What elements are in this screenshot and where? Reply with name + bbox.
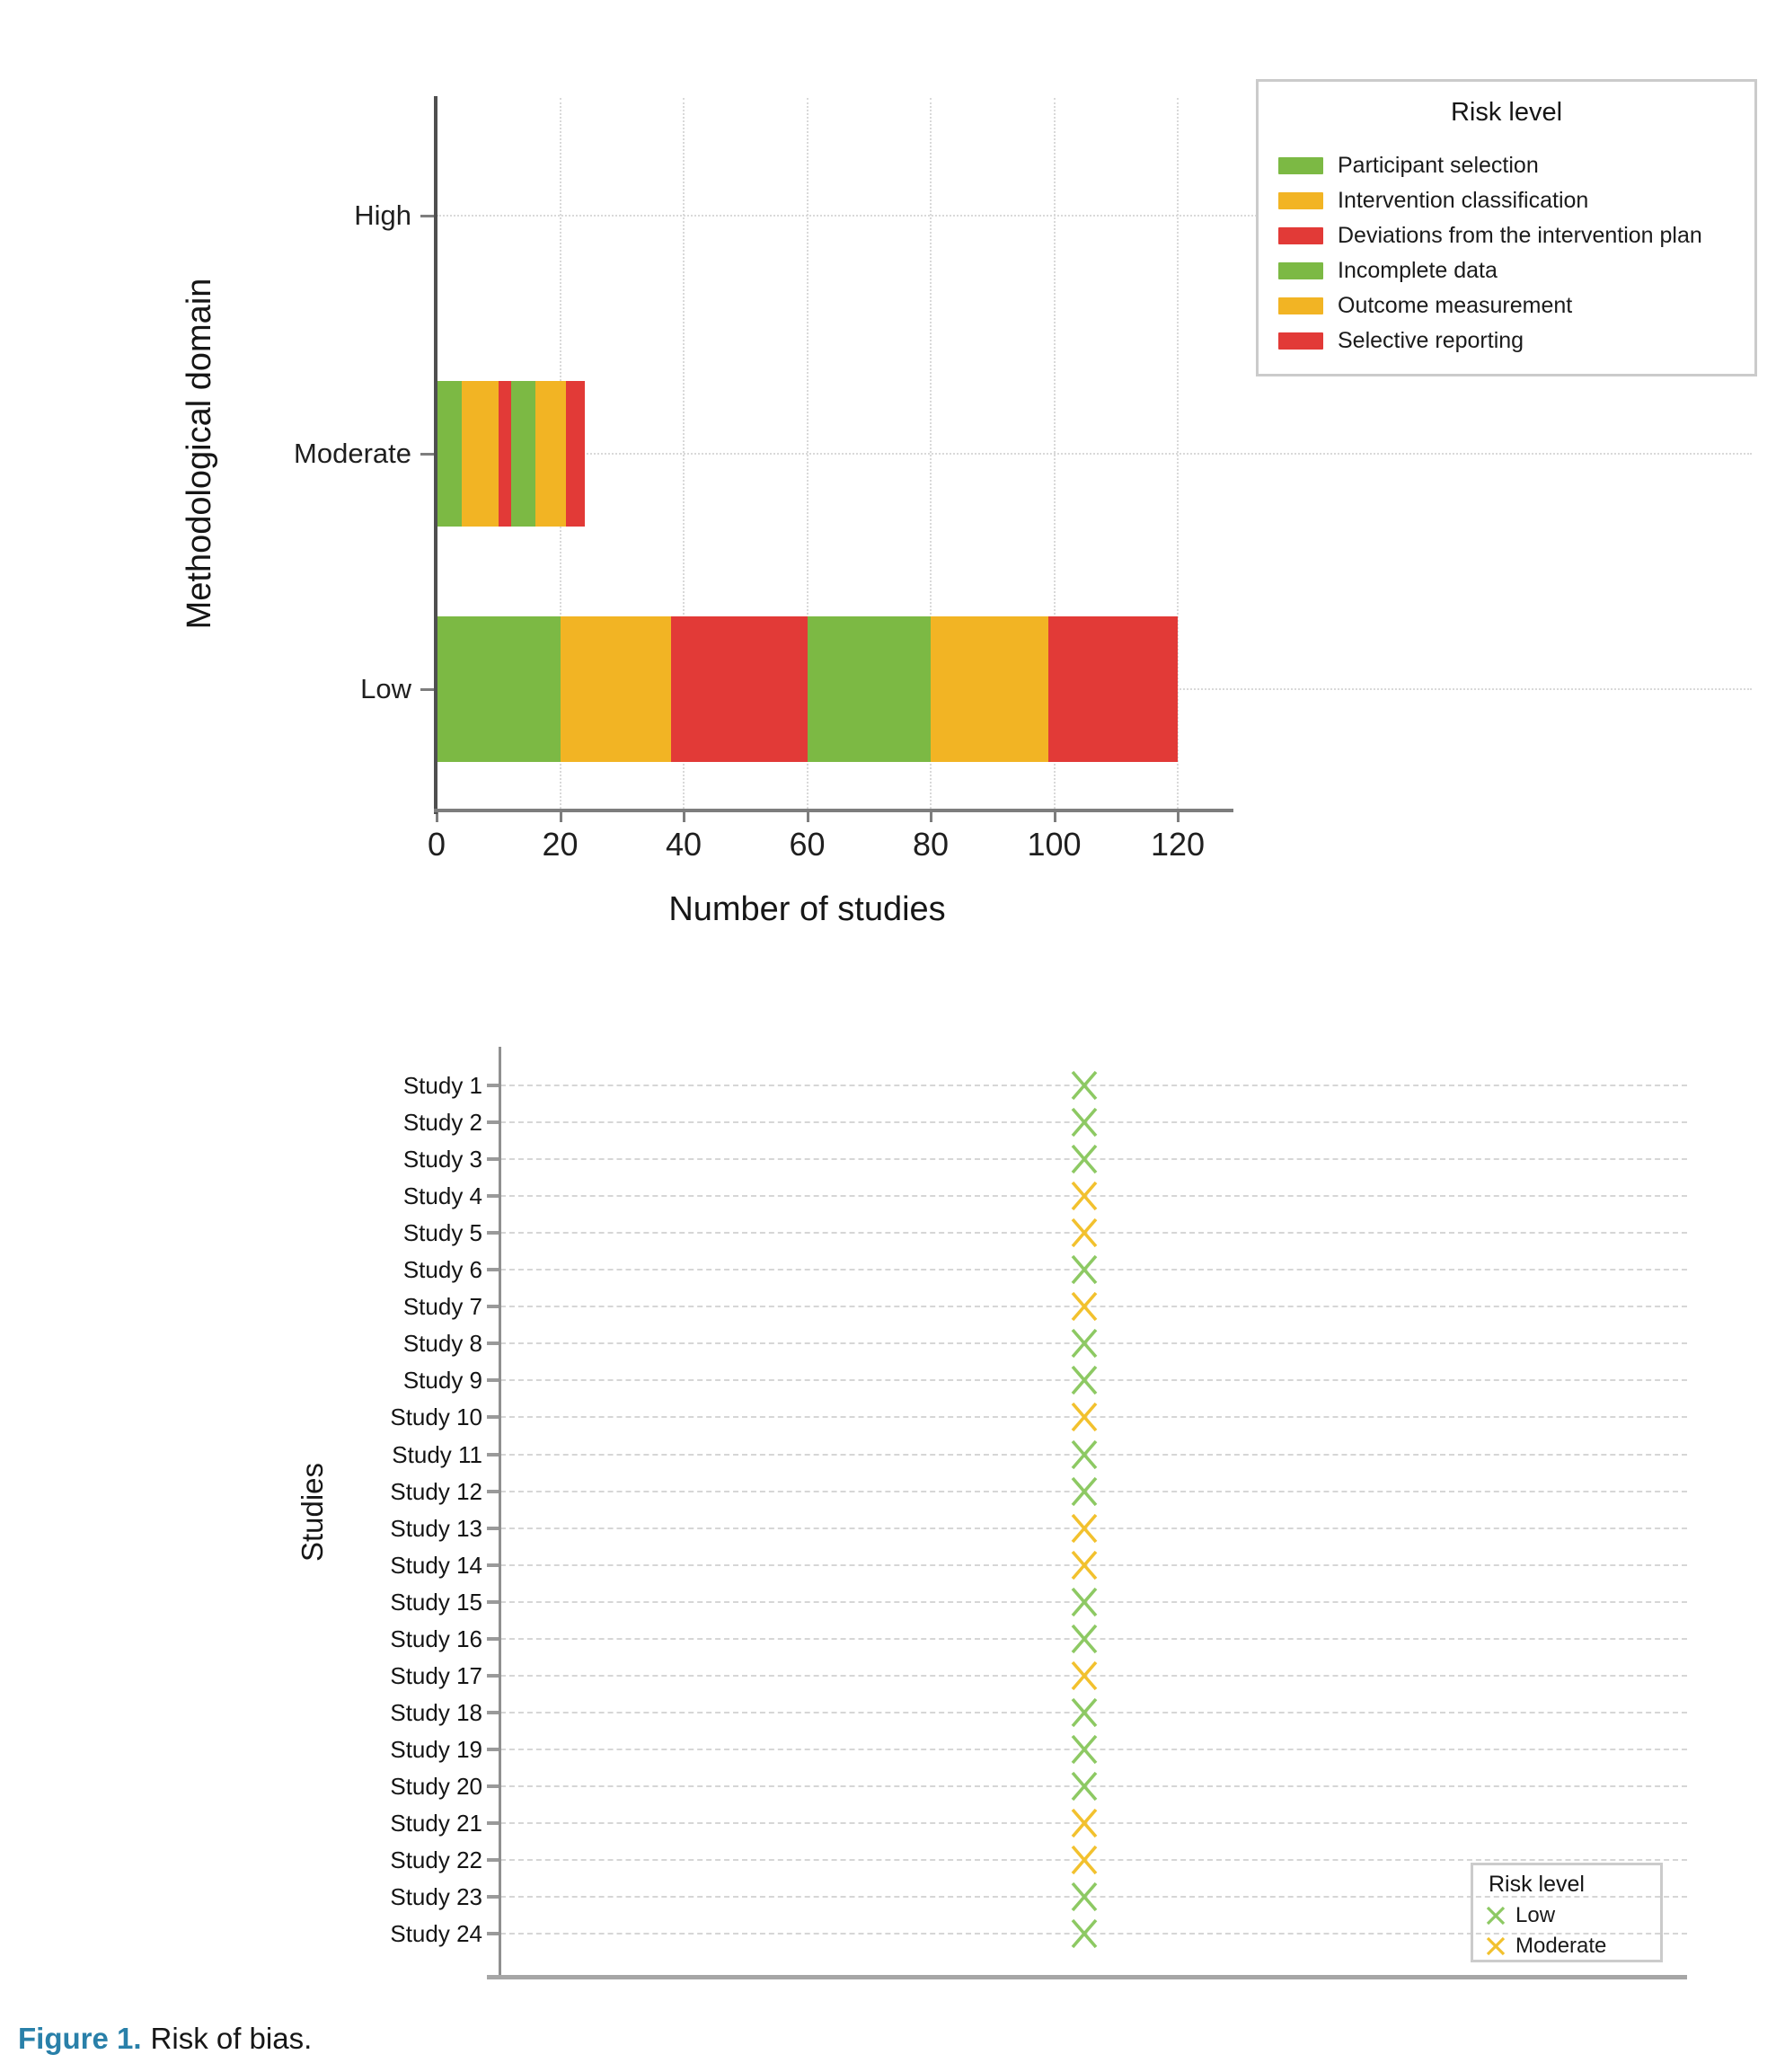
legend-entry xyxy=(1278,294,1572,317)
x-marker-icon xyxy=(1069,1327,1100,1359)
study-label: Study 23 xyxy=(390,1883,482,1910)
chart2-legend xyxy=(1471,1863,1663,1962)
legend-swatch xyxy=(1278,192,1323,209)
bar-segment xyxy=(437,616,561,762)
chart1-category-label: Moderate xyxy=(294,438,411,469)
legend-entry-label: Participant selection xyxy=(1338,152,1539,178)
study-label: Study 5 xyxy=(402,1219,482,1246)
study-risk-marker xyxy=(1069,1475,1100,1508)
study-risk-marker xyxy=(1069,1917,1100,1950)
study-label: Study 15 xyxy=(390,1589,482,1616)
legend-entry xyxy=(1278,259,1498,282)
chart1-y-tick xyxy=(420,688,434,691)
study-label: Study 10 xyxy=(390,1403,482,1430)
x-marker-icon xyxy=(1069,1844,1100,1876)
study-risk-marker xyxy=(1069,1733,1100,1766)
chart1-gridline-horizontal xyxy=(437,453,1752,455)
x-marker-icon xyxy=(1069,1696,1100,1729)
chart1-x-tick-label: 20 xyxy=(542,826,579,863)
legend-entry xyxy=(1278,224,1702,247)
x-marker-icon xyxy=(1069,1917,1100,1950)
study-risk-marker xyxy=(1069,1327,1100,1359)
study-label: Study 18 xyxy=(390,1699,482,1726)
study-label: Study 17 xyxy=(390,1662,482,1689)
x-marker-icon xyxy=(1069,1881,1100,1913)
x-marker-icon xyxy=(1069,1733,1100,1766)
x-marker-icon xyxy=(1069,1364,1100,1396)
chart1-y-axis-line xyxy=(434,96,437,814)
study-label: Study 6 xyxy=(402,1256,482,1283)
study-risk-marker xyxy=(1069,1364,1100,1396)
chart1-x-axis-line xyxy=(434,809,1233,812)
chart1-x-tick-label: 80 xyxy=(912,826,950,863)
study-risk-marker xyxy=(1069,1069,1100,1102)
study-label: Study 11 xyxy=(392,1441,482,1468)
chart1-x-tick-label: 100 xyxy=(1027,826,1082,863)
x-marker-icon xyxy=(1069,1401,1100,1433)
x-marker-icon xyxy=(1069,1586,1100,1618)
bar-segment xyxy=(462,381,499,527)
chart2-y-tick xyxy=(487,1932,499,1935)
legend-entry-label: Low xyxy=(1515,1903,1556,1927)
chart2-y-tick xyxy=(487,1231,499,1235)
study-risk-marker xyxy=(1069,1439,1100,1471)
figure-caption xyxy=(18,2022,312,2056)
study-risk-marker xyxy=(1069,1770,1100,1802)
study-label: Study 12 xyxy=(390,1478,482,1505)
study-label: Study 8 xyxy=(402,1330,482,1357)
study-risk-marker xyxy=(1069,1180,1100,1212)
study-risk-marker xyxy=(1069,1253,1100,1286)
chart2-y-tick xyxy=(487,1341,499,1345)
x-marker-icon xyxy=(1069,1069,1100,1102)
study-label: Study 20 xyxy=(390,1773,482,1800)
chart2-y-tick xyxy=(487,1453,499,1457)
chart1-y-axis-title: Methodological domain xyxy=(181,278,218,630)
bar-segment xyxy=(437,381,462,527)
study-label: Study 13 xyxy=(390,1515,482,1542)
chart2-y-tick xyxy=(487,1858,499,1862)
chart2-y-tick xyxy=(487,1895,499,1899)
chart2-x-axis-line xyxy=(487,1975,1687,1979)
chart2-y-axis-line xyxy=(499,1047,501,1978)
bar-segment xyxy=(931,616,1048,762)
chart2-y-tick xyxy=(487,1637,499,1641)
legend-entry-label: Selective reporting xyxy=(1338,327,1524,353)
chart1-x-axis-title: Number of studies xyxy=(668,890,946,928)
x-marker-icon xyxy=(1069,1475,1100,1508)
chart2-y-tick xyxy=(487,1378,499,1382)
legend-entry-label: Outcome measurement xyxy=(1338,292,1573,318)
bar-segment xyxy=(566,381,585,527)
chart1-category-label: Low xyxy=(360,673,411,704)
study-label: Study 2 xyxy=(402,1109,482,1136)
chart2-y-tick xyxy=(487,1120,499,1124)
legend-swatch xyxy=(1278,332,1323,350)
bar-segment xyxy=(511,381,536,527)
study-risk-marker xyxy=(1069,1586,1100,1618)
chart2-y-tick xyxy=(487,1600,499,1604)
study-label: Study 16 xyxy=(390,1625,482,1652)
x-marker-icon xyxy=(1069,1143,1100,1175)
x-marker-icon xyxy=(1069,1512,1100,1545)
study-risk-marker xyxy=(1069,1881,1100,1913)
study-risk-marker xyxy=(1069,1512,1100,1545)
legend-swatch xyxy=(1278,262,1323,279)
legend-entry-label: Incomplete data xyxy=(1338,257,1498,283)
study-risk-marker xyxy=(1069,1696,1100,1729)
study-risk-marker xyxy=(1069,1143,1100,1175)
study-label: Study 9 xyxy=(402,1367,482,1394)
chart1-x-tick-label: 60 xyxy=(789,826,826,863)
study-label: Study 3 xyxy=(402,1146,482,1173)
legend-swatch xyxy=(1278,157,1323,174)
legend-entry xyxy=(1278,189,1588,212)
chart2-y-tick xyxy=(487,1674,499,1678)
x-marker-icon xyxy=(1069,1106,1100,1138)
study-risk-marker xyxy=(1069,1217,1100,1249)
chart2-legend-title: Risk level xyxy=(1489,1872,1585,1897)
legend-entry xyxy=(1278,329,1524,352)
chart1-x-tick-label: 120 xyxy=(1150,826,1206,863)
chart1-x-tick-label: 40 xyxy=(665,826,702,863)
chart2-y-tick xyxy=(487,1711,499,1714)
study-risk-marker xyxy=(1069,1807,1100,1839)
study-label: Study 14 xyxy=(390,1552,482,1579)
chart2-y-tick xyxy=(487,1563,499,1567)
chart2-y-tick xyxy=(487,1157,499,1161)
legend-swatch xyxy=(1278,227,1323,244)
chart1-legend xyxy=(1256,79,1757,376)
x-marker-icon xyxy=(1069,1180,1100,1212)
x-marker-icon xyxy=(1485,1905,1507,1926)
chart2-y-axis-title: Studies xyxy=(296,1462,329,1563)
chart2-y-tick xyxy=(487,1784,499,1788)
x-marker-icon xyxy=(1069,1549,1100,1581)
chart1-y-tick xyxy=(420,453,434,456)
legend-entry-label: Deviations from the intervention plan xyxy=(1338,222,1702,248)
x-marker-icon xyxy=(1485,1935,1507,1957)
legend-entry-label: Moderate xyxy=(1515,1934,1607,1958)
legend-entry-label: Intervention classification xyxy=(1338,187,1589,213)
study-label: Study 4 xyxy=(402,1182,482,1209)
bar-segment xyxy=(671,616,807,762)
chart2-y-tick xyxy=(487,1305,499,1308)
x-marker-icon xyxy=(1069,1807,1100,1839)
chart2-y-tick xyxy=(487,1268,499,1271)
study-label: Study 1 xyxy=(402,1072,482,1099)
bar-segment xyxy=(561,616,672,762)
study-risk-marker xyxy=(1069,1401,1100,1433)
bar-segment xyxy=(499,381,511,527)
bar-segment xyxy=(535,381,566,527)
chart1-category-label: High xyxy=(354,199,411,231)
study-risk-marker xyxy=(1069,1106,1100,1138)
x-marker-icon xyxy=(1069,1770,1100,1802)
chart2-y-tick xyxy=(487,1527,499,1530)
study-label: Study 22 xyxy=(390,1846,482,1873)
chart1-y-tick xyxy=(420,215,434,217)
chart2-y-tick xyxy=(487,1748,499,1751)
x-marker-icon xyxy=(1069,1439,1100,1471)
chart1-legend-title: Risk level xyxy=(1450,98,1563,127)
x-marker-icon xyxy=(1069,1290,1100,1323)
study-risk-marker xyxy=(1069,1549,1100,1581)
chart1-x-tick-label: 0 xyxy=(427,826,446,863)
study-label: Study 21 xyxy=(390,1810,482,1837)
x-marker-icon xyxy=(1069,1660,1100,1692)
study-risk-marker xyxy=(1069,1660,1100,1692)
bar-segment xyxy=(1048,616,1178,762)
study-risk-marker xyxy=(1069,1844,1100,1876)
study-label: Study 24 xyxy=(390,1920,482,1947)
chart2-y-tick xyxy=(487,1490,499,1493)
legend-entry xyxy=(1278,154,1539,177)
x-marker-icon xyxy=(1069,1623,1100,1655)
chart2-y-tick xyxy=(487,1415,499,1419)
study-label: Study 19 xyxy=(390,1736,482,1763)
legend-entry xyxy=(1485,1903,1555,1928)
legend-entry xyxy=(1485,1934,1606,1959)
legend-swatch xyxy=(1278,297,1323,314)
study-risk-marker xyxy=(1069,1623,1100,1655)
x-marker-icon xyxy=(1069,1253,1100,1286)
chart2-y-tick xyxy=(487,1084,499,1087)
figure-caption-text: Risk of bias. xyxy=(150,2022,313,2055)
chart2-y-tick xyxy=(487,1194,499,1198)
bar-segment xyxy=(808,616,932,762)
study-risk-marker xyxy=(1069,1290,1100,1323)
figure-caption-label: Figure 1. xyxy=(18,2022,142,2055)
chart2-y-tick xyxy=(487,1821,499,1825)
x-marker-icon xyxy=(1069,1217,1100,1249)
study-label: Study 7 xyxy=(402,1293,482,1320)
